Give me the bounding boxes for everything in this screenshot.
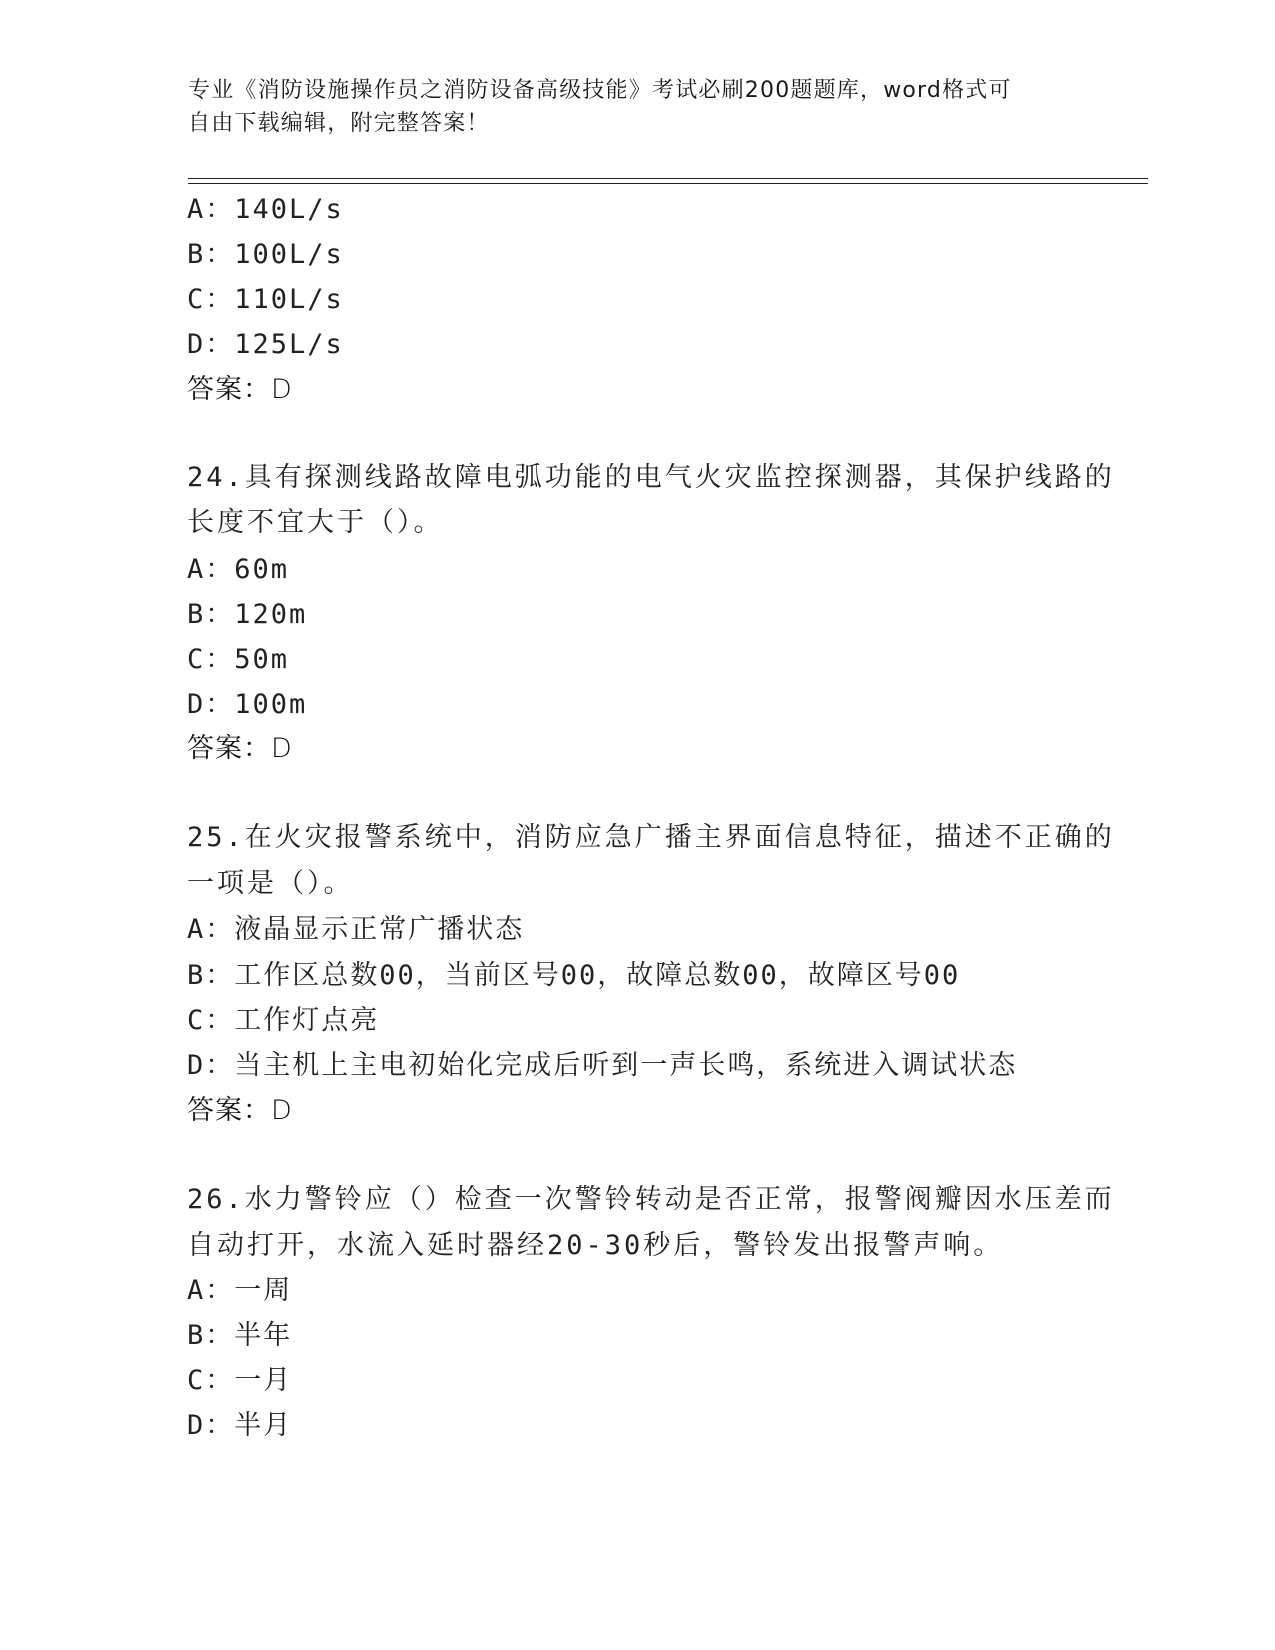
q26-option-b: B：半年 — [187, 1320, 293, 1351]
q25-option-d: D：当主机上主电初始化完成后听到一声长鸣，系统进入调试状态 — [187, 1050, 1018, 1081]
header-divider-bottom — [188, 183, 1148, 184]
q24-stem-line-2: 长度不宜大于（）。 — [187, 507, 444, 538]
q24-stem-line-1: 24.具有探测线路故障电弧功能的电气火灾监控探测器，其保护线路的 — [187, 462, 1115, 493]
q26-option-d: D：半月 — [187, 1410, 293, 1441]
q25-answer: 答案：D — [187, 1095, 293, 1126]
q24-answer: 答案：D — [187, 733, 293, 764]
q26-option-c: C：一月 — [187, 1365, 293, 1396]
header-line-2: 自由下载编辑，附完整答案！ — [188, 111, 490, 136]
q26-option-a: A：一周 — [187, 1275, 293, 1306]
header-divider-top — [188, 178, 1148, 179]
q23-answer: 答案：D — [187, 374, 293, 405]
q24-option-d: D：100m — [187, 689, 308, 720]
q25-option-c: C：工作灯点亮 — [187, 1005, 380, 1036]
q26-stem-line-1: 26.水力警铃应（）检查一次警铃转动是否正常，报警阀瓣因水压差而 — [187, 1184, 1115, 1215]
header-line-1: 专业《消防设施操作员之消防设备高级技能》考试必刷200题题库，word格式可 — [188, 78, 1012, 103]
q25-option-b: B：工作区总数00，当前区号00，故障总数00，故障区号00 — [187, 960, 961, 991]
q23-option-b: B：100L/s — [187, 239, 344, 270]
q23-option-a: A：140L/s — [187, 194, 344, 225]
q26-stem-line-2: 自动打开，水流入延时器经20-30秒后，警铃发出报警声响。 — [187, 1230, 1004, 1261]
q24-option-b: B：120m — [187, 599, 308, 630]
document-header — [188, 74, 1088, 140]
q25-stem-line-1: 25.在火灾报警系统中，消防应急广播主界面信息特征，描述不正确的 — [187, 822, 1115, 853]
q24-option-a: A：60m — [187, 554, 290, 585]
q25-option-a: A：液晶显示正常广播状态 — [187, 914, 525, 945]
q23-option-d: D：125L/s — [187, 329, 344, 360]
q23-option-c: C：110L/s — [187, 284, 344, 315]
q25-stem-line-2: 一项是（）。 — [187, 868, 354, 899]
q24-option-c: C：50m — [187, 644, 290, 675]
